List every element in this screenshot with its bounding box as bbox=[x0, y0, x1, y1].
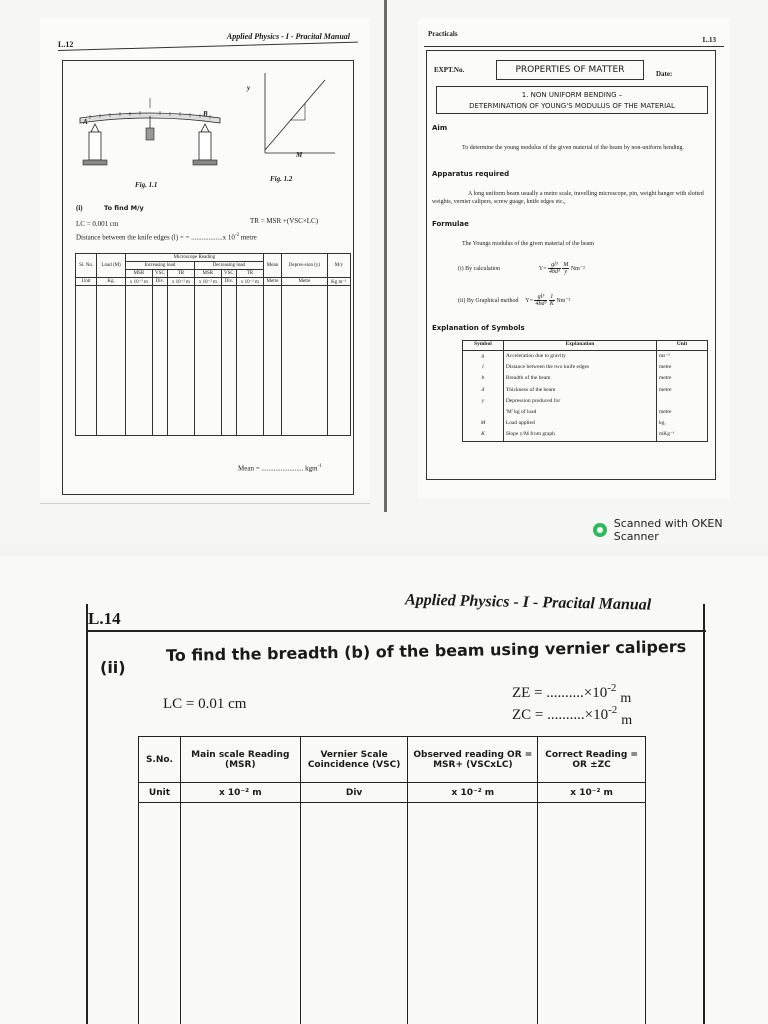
unit-cell: Div bbox=[300, 783, 408, 803]
distance-text: Distance between the knife edges (l) = = ..................x 10 bbox=[76, 233, 235, 242]
unit-cell: Div. bbox=[152, 278, 167, 286]
explanation-column: Acceleration due to gravity Distance between the two knife edges Breadth of the beam Thickness of the beam Depression produced for 'M' kg of load Load applied Slope y/M from graph bbox=[503, 351, 656, 442]
page-left-border bbox=[86, 604, 88, 1024]
fig1-label-a: A bbox=[83, 118, 88, 126]
col-depression: Depres-sion (y) bbox=[282, 254, 328, 278]
symbol-column: g l b d y M K bbox=[463, 351, 504, 442]
unit-cell: x 10⁻² m bbox=[125, 278, 152, 286]
col-sl-no: Sl. No. bbox=[76, 254, 97, 278]
unit-cell: Kg. bbox=[97, 278, 126, 286]
apparatus-text: A long uniform beam usually a metre scale, travelling microscope, pin, weight hanger with slotted weights, vernier calipers, screw guage, knife edges etc., bbox=[432, 191, 704, 205]
page-right-border bbox=[703, 604, 705, 1024]
col-mean: Mean bbox=[263, 254, 281, 278]
unit-header: Unit bbox=[656, 341, 707, 351]
least-count: LC = 0.01 cm bbox=[163, 696, 247, 712]
experiment-title-line2: DETERMINATION OF YOUNG'S MODULUS OF THE MATERIAL bbox=[469, 102, 675, 110]
unit-cell: x 10⁻² m bbox=[408, 783, 538, 803]
col-m-over-y: M/y bbox=[327, 254, 350, 278]
formula1-label: (i) By calculation bbox=[458, 265, 500, 272]
zero-error: ZE = $..........\times 10^{-2}m$ bbox=[512, 682, 632, 706]
fig1-label-b: B bbox=[203, 110, 208, 118]
section-title: To find M/y bbox=[104, 204, 144, 212]
page-bottom-edge bbox=[40, 503, 370, 504]
unit-cell: Unit bbox=[76, 278, 97, 286]
apparatus-label: Apparatus required bbox=[432, 170, 510, 178]
col-sno: S.No. bbox=[139, 737, 181, 783]
symbols-label: Explanation of Symbols bbox=[432, 324, 525, 332]
date-label: Date: bbox=[656, 70, 673, 78]
formula2-label: (ii) By Graphical method bbox=[458, 297, 519, 304]
formulae-intro: The Youngs modulus of the given material of the beam bbox=[462, 241, 594, 247]
right-page-number: L.13 bbox=[702, 36, 716, 44]
distance-line bbox=[76, 233, 257, 241]
book-gutter bbox=[384, 0, 387, 512]
bottom-page-number: L.14 bbox=[88, 609, 121, 628]
symbol-header: Symbol bbox=[463, 341, 504, 351]
sub-header: VSC bbox=[152, 270, 167, 278]
left-page-number: L.12 bbox=[58, 40, 74, 49]
left-page-title: Applied Physics - I - Pracital Manual bbox=[226, 32, 350, 41]
formula1-unit: Nm⁻² bbox=[570, 265, 585, 272]
col-correct-reading: Correct Reading = OR ±ZC bbox=[538, 737, 646, 783]
formula-calculation bbox=[458, 262, 585, 275]
unit-cell: x 10⁻² m bbox=[168, 278, 195, 286]
header-rule bbox=[424, 46, 724, 47]
formula2-ratio: $\frac{1}{K}$ bbox=[549, 294, 554, 307]
col-msr: Main scale Reading (MSR) bbox=[180, 737, 300, 783]
bottom-page-title: Applied Physics - I - Pracital Manual bbox=[404, 591, 652, 614]
breadth-table bbox=[138, 736, 646, 1024]
unit-cell: Metre bbox=[263, 278, 281, 286]
unit-cell: Unit bbox=[139, 783, 181, 803]
experiment-category-box: PROPERTIES OF MATTER bbox=[496, 60, 644, 80]
unit-cell: Kg m⁻¹ bbox=[327, 278, 350, 286]
section-label: (i) bbox=[76, 204, 83, 212]
formula2-fraction: $\frac{\text{gl³}}{\text{4bd³}}$ bbox=[535, 294, 547, 307]
expt-no-label: EXPT.No. bbox=[434, 66, 465, 74]
m-vs-y-graph bbox=[250, 68, 340, 168]
graph-x-axis-label: M bbox=[296, 151, 303, 159]
distance-exponent: -2 bbox=[234, 233, 240, 238]
formula1-y: Y= bbox=[538, 265, 547, 272]
distance-unit: metre bbox=[239, 233, 257, 242]
mean-text: Mean = ........................ kgm bbox=[238, 464, 318, 473]
header-rule bbox=[86, 630, 706, 632]
graph-y-axis-label: y bbox=[247, 84, 251, 92]
unit-cell: x 10⁻² m bbox=[180, 783, 300, 803]
unit-cell: x 10⁻² m bbox=[236, 278, 263, 286]
formula2-y: Y= bbox=[525, 297, 533, 304]
oken-scanner-icon bbox=[593, 523, 607, 537]
left-page bbox=[40, 18, 370, 498]
sub-header: MSR bbox=[125, 270, 152, 278]
mean-line bbox=[238, 464, 322, 472]
scanner-text: Scanned with OKEN Scanner bbox=[613, 517, 723, 543]
experiment-title-line1: 1. NON UNIFORM BENDING – bbox=[521, 91, 623, 99]
aim-label: Aim bbox=[432, 124, 448, 132]
mean-exponent: -1 bbox=[317, 464, 322, 469]
symbols-table bbox=[462, 340, 708, 442]
section-title: To find the breadth (b) of the beam using vernier calipers bbox=[165, 636, 687, 665]
experiment-title-box bbox=[436, 86, 708, 114]
sub-header: VSC bbox=[221, 270, 236, 278]
fig1-caption: Fig. 1.1 bbox=[135, 181, 158, 189]
zero-correction: ZC = $..........\times 10^{-2}m$ bbox=[512, 704, 633, 728]
formula-graphical bbox=[458, 294, 570, 307]
col-vsc: Vernier Scale Coincidence (VSC) bbox=[300, 737, 408, 783]
sub-header: TR bbox=[236, 270, 263, 278]
left-page-header bbox=[58, 32, 358, 52]
m-over-y-table bbox=[75, 253, 351, 436]
beam-bending-figure bbox=[75, 78, 225, 168]
unit-cell: Metre bbox=[282, 278, 328, 286]
col-load: Load (M) bbox=[97, 254, 126, 278]
bottom-page bbox=[0, 556, 768, 1024]
unit-cell: x 10⁻² m bbox=[538, 783, 646, 803]
explanation-header: Explanation bbox=[503, 341, 656, 351]
total-reading-formula: TR = MSR +(VSC×LC) bbox=[250, 217, 319, 225]
unit-column: ms⁻² metre metre metre metre kg. mKg⁻¹ bbox=[656, 351, 707, 442]
right-page bbox=[418, 18, 730, 498]
unit-cell: Div. bbox=[221, 278, 236, 286]
formula2-unit: Nm⁻² bbox=[556, 297, 571, 304]
col-observed-reading: Observed reading OR = MSR+ (VSCxLC) bbox=[408, 737, 538, 783]
col-increasing-load: Increasing load bbox=[125, 262, 194, 270]
col-microscope-reading: Microscope Reading bbox=[125, 254, 263, 262]
formulae-label: Formulae bbox=[432, 220, 469, 228]
unit-cell: x 10⁻² m bbox=[194, 278, 221, 286]
scanner-watermark bbox=[593, 517, 768, 543]
col-decreasing-load: Decreasing load bbox=[194, 262, 263, 270]
formula1-fraction: $\frac{\text{gl³}}{\text{4bd³}}$ bbox=[549, 262, 560, 275]
aim-text: To determine the young modulus of the given material of the beam by non-uniform bending. bbox=[462, 145, 685, 151]
section-label: (ii) bbox=[100, 658, 126, 677]
fig2-caption: Fig. 1.2 bbox=[270, 175, 293, 183]
right-page-section: Practicals bbox=[428, 30, 458, 38]
sub-header: MSR bbox=[194, 270, 221, 278]
formula1-ratio: $\frac{M}{y}$ bbox=[563, 262, 569, 275]
least-count: LC = 0.001 cm bbox=[76, 220, 119, 228]
sub-header: TR bbox=[168, 270, 195, 278]
header-rule bbox=[58, 42, 358, 51]
